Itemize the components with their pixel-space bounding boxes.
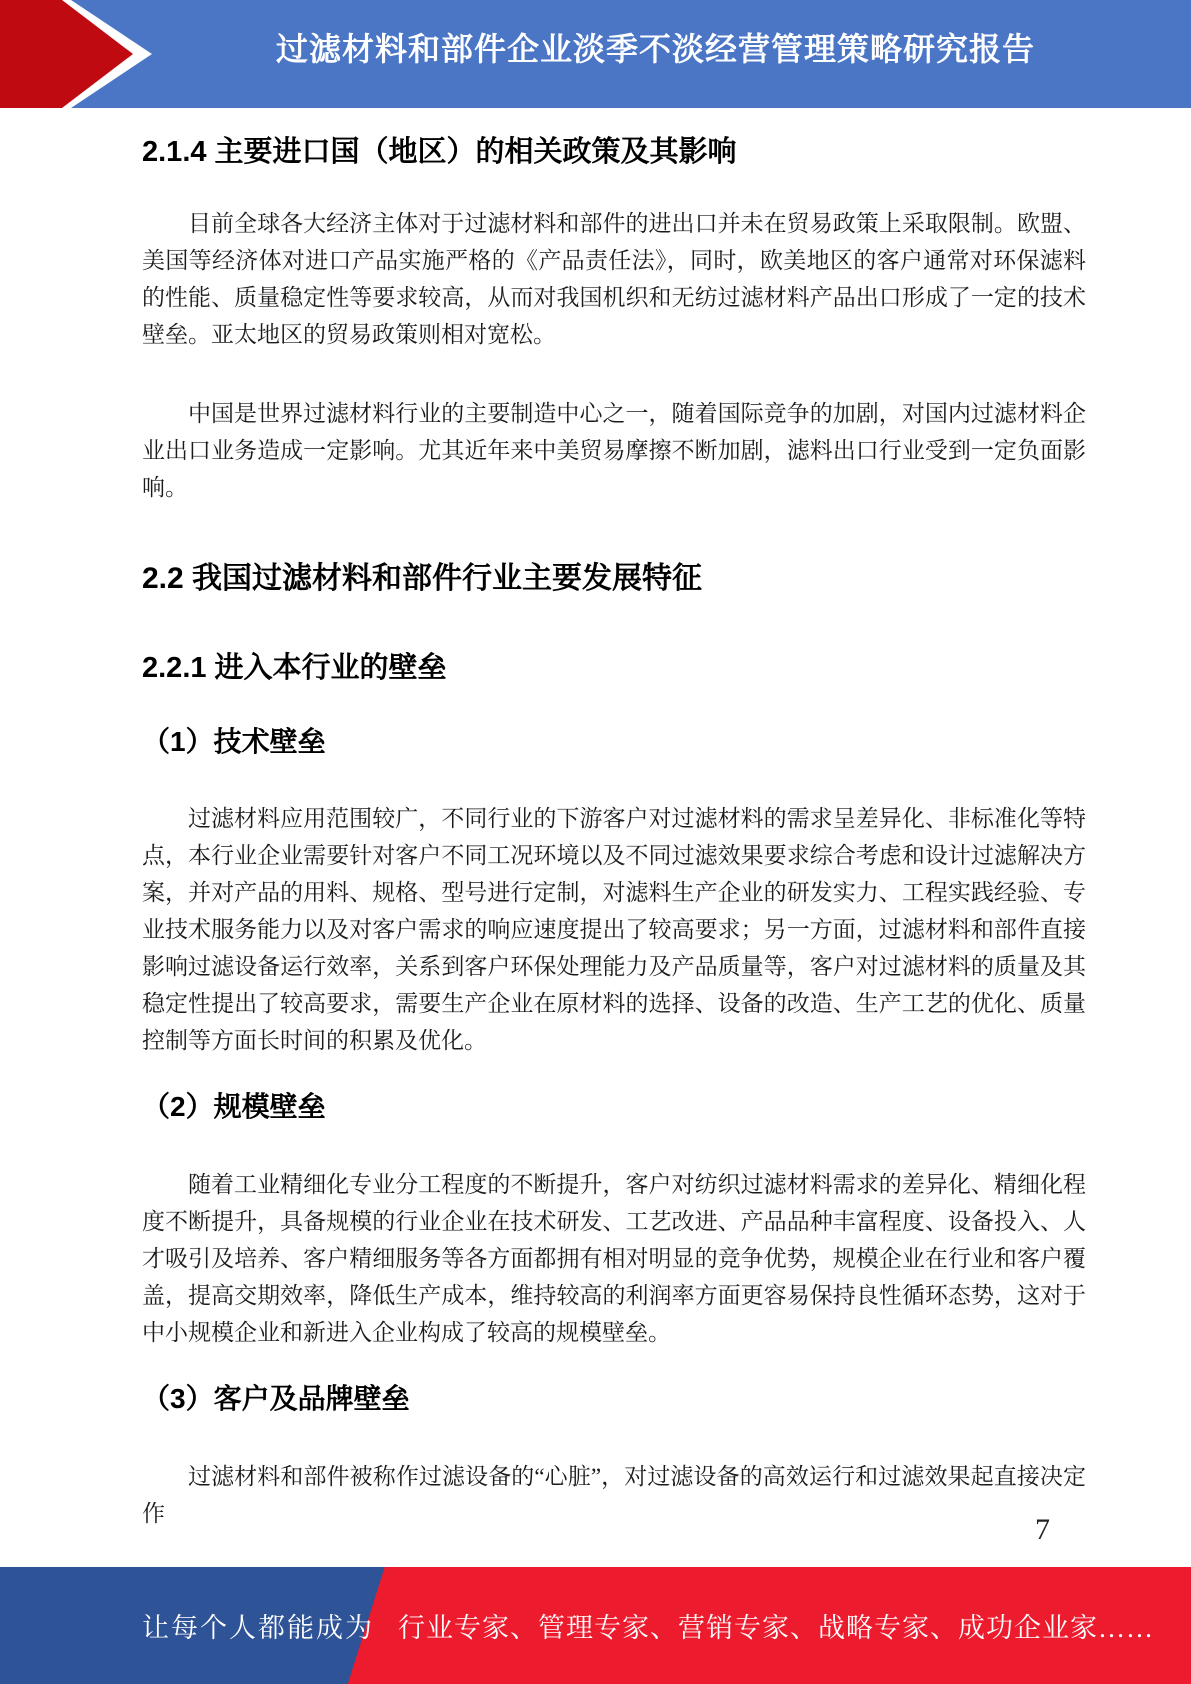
section-heading-2-1-4: 2.1.4 主要进口国（地区）的相关政策及其影响: [142, 136, 737, 168]
red-right-arrow-icon: [0, 0, 160, 108]
section-heading-2-2-1: 2.2.1 进入本行业的壁垒: [142, 652, 447, 684]
report-title: 过滤材料和部件企业淡季不淡经营管理策略研究报告: [275, 31, 1035, 67]
paragraph-import-policies: 目前全球各大经济主体对于过滤材料和部件的进出口并未在贸易政策上采取限制。欧盟、美国等经济体对进口产品实施严格的《产品责任法》，同时，欧美地区的客户通常对环保滤料的性能、质量稳定性等要求较高，从而对我国机织和无纺过滤材料产品出口形成了一定的技术壁垒。亚太地区的贸易政策则相对宽松。: [142, 211, 1086, 347]
page-footer-banner: [0, 1567, 1191, 1684]
paragraph-technical-barrier: 过滤材料应用范围较广，不同行业的下游客户对过滤材料的需求呈差异化、非标准化等特点，本行业企业需要针对客户不同工况环境以及不同过滤效果要求综合考虑和设计过滤解决方案，并对产品的用料、规格、型号进行定制，对滤料生产企业的研发实力、工程实践经验、专业技术服务能力以及对客户需求的响应速度提出了较高要求；另一方面，过滤材料和部件直接影响过滤设备运行效率，关系到客户环保处理能力及产品质量等，客户对过滤材料的质量及其稳定性提出了较高要求，需要生产企业在原材料的选择、设备的改造、生产工艺的优化、质量控制等方面长时间的积累及优化。: [142, 806, 1086, 1053]
subheading-technical-barrier: （1）技术壁垒: [142, 726, 326, 757]
subheading-scale-barrier: （2）规模壁垒: [142, 1091, 326, 1122]
footer-slogan-left: 让每个人都能成为: [142, 1613, 374, 1643]
paragraph-scale-barrier: 随着工业精细化专业分工程度的不断提升，客户对纺织过滤材料需求的差异化、精细化程度不断提升，具备规模的行业企业在技术研发、工艺改进、产品品种丰富程度、设备投入、人才吸引及培养、客户精细服务等各方面都拥有相对明显的竞争优势，规模企业在行业和客户覆盖，提高交期效率，降低生产成本，维持较高的利润率方面更容易保持良性循环态势，这对于中小规模企业和新进入企业构成了较高的规模壁垒。: [142, 1172, 1086, 1345]
paragraph-china-manufacturing: 中国是世界过滤材料行业的主要制造中心之一，随着国际竞争的加剧，对国内过滤材料企业出口业务造成一定影响。尤其近年来中美贸易摩擦不断加剧，滤料出口行业受到一定负面影响。: [142, 401, 1086, 500]
footer-slogan-right: 行业专家、管理专家、营销专家、战略专家、成功企业家……: [398, 1613, 1154, 1643]
section-heading-2-2: 2.2 我国过滤材料和部件行业主要发展特征: [142, 562, 703, 595]
page-header-banner: [0, 0, 1191, 108]
page-number: 7: [1035, 1513, 1050, 1546]
paragraph-customer-brand-barrier: 过滤材料和部件被称作过滤设备的“心脏”，对过滤设备的高效运行和过滤效果起直接决定作: [142, 1464, 1086, 1526]
subheading-customer-brand-barrier: （3）客户及品牌壁垒: [142, 1383, 410, 1414]
